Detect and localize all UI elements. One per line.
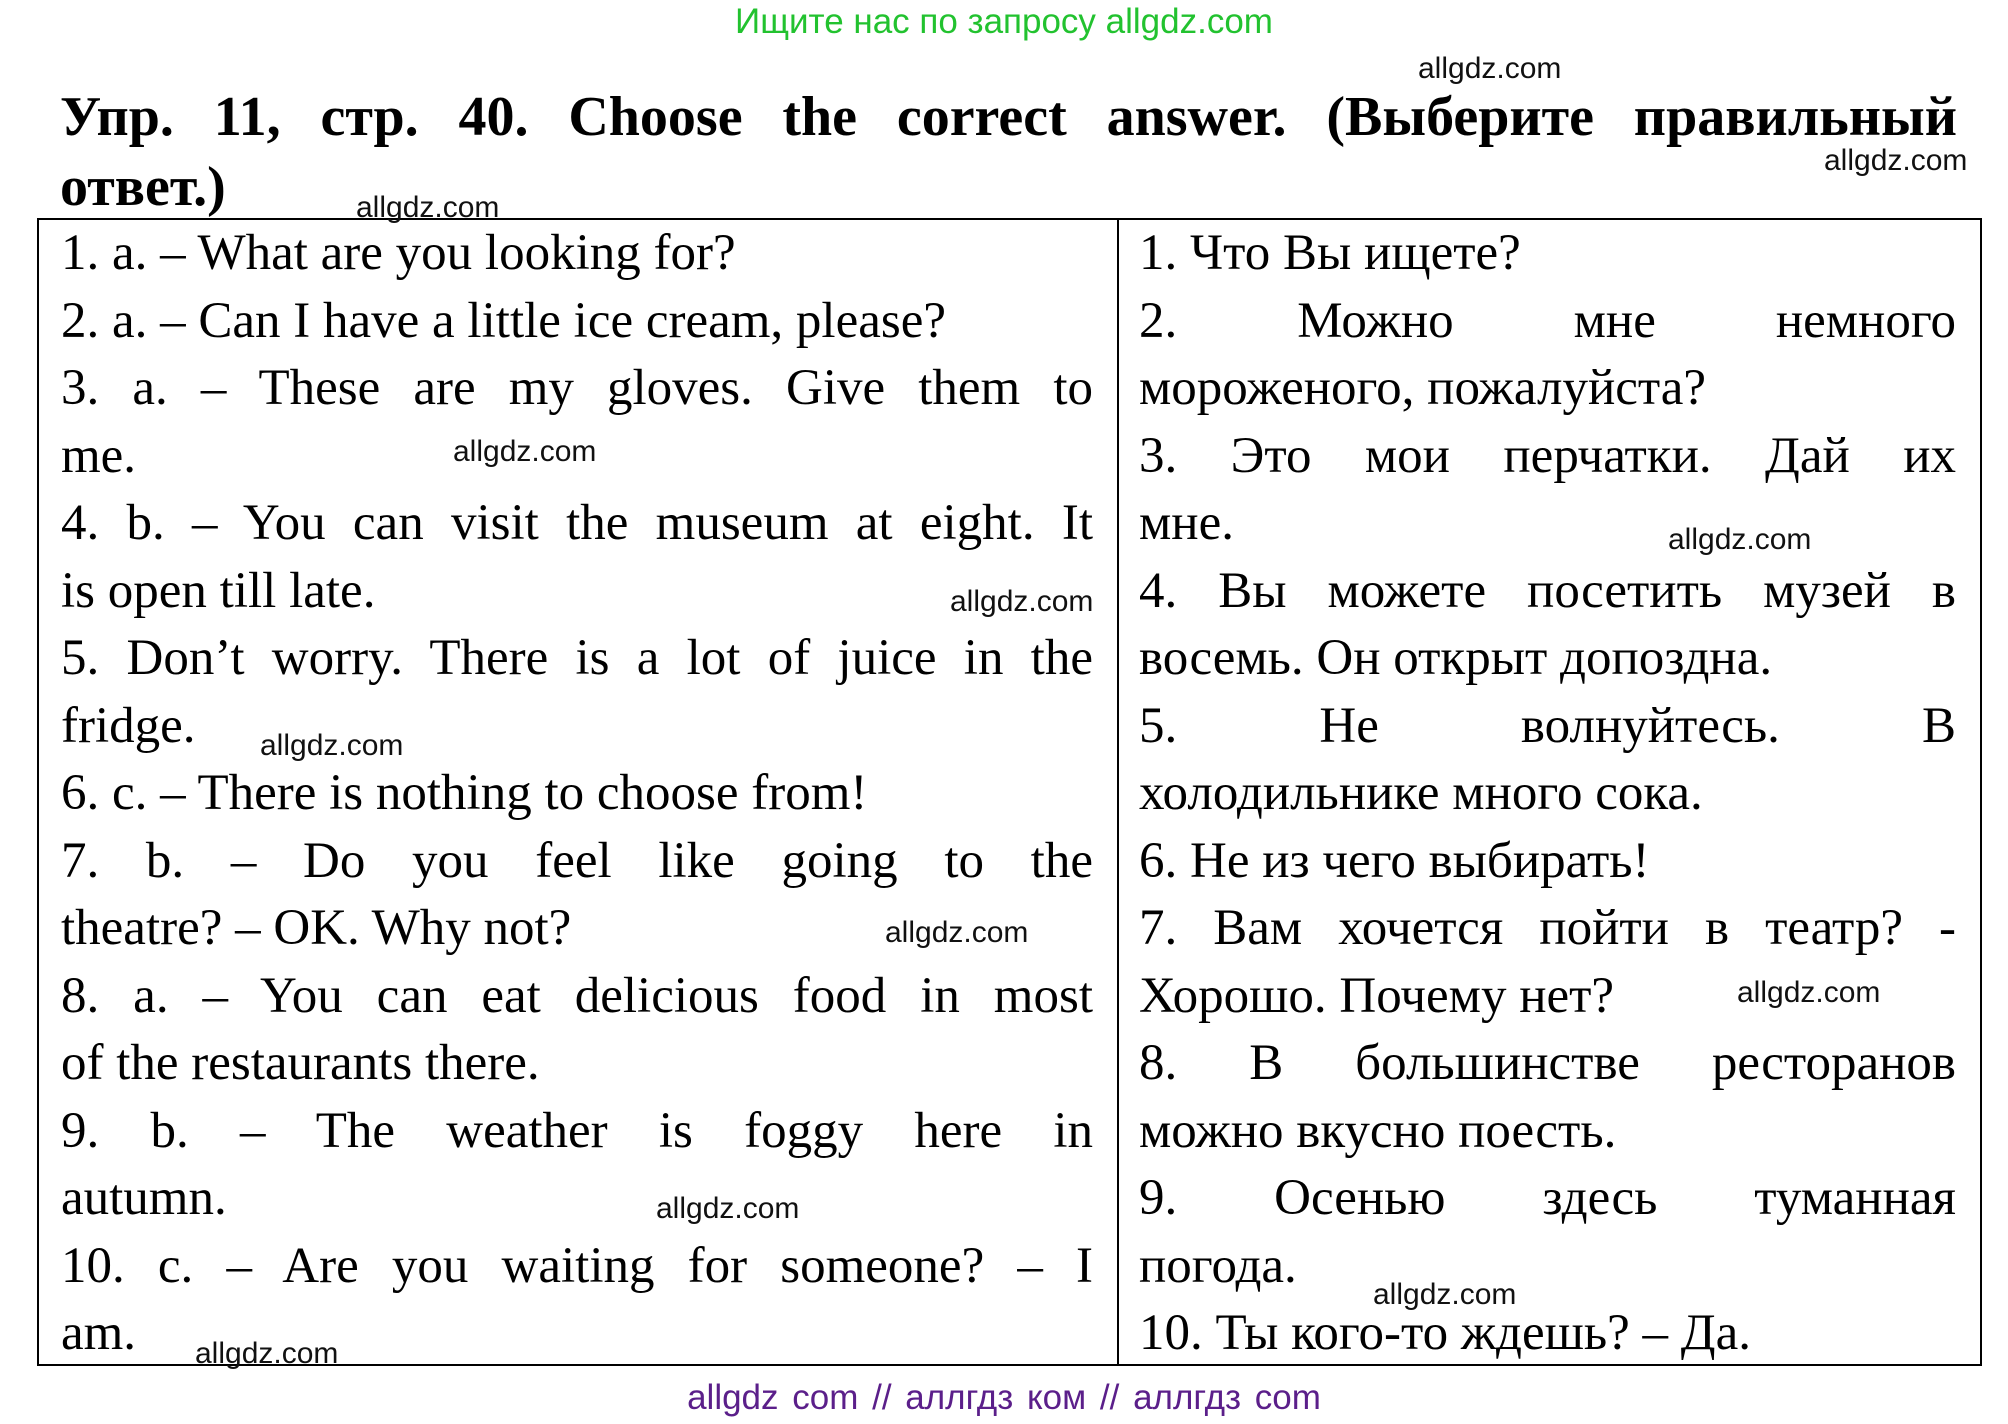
russian-line: Хорошо. Почему нет? [1139, 967, 1615, 1024]
russian-line: 2. Можно мне немного [1139, 292, 1956, 349]
russian-line: 10. Ты кого-то ждешь? – Да. [1139, 1305, 1751, 1361]
english-line: 6. c. – There is nothing to choose from! [61, 765, 868, 821]
english-line: 3. a. – These are my gloves. Give them to [61, 360, 1093, 416]
russian-line: 6. Не из чего выбирать! [1139, 832, 1650, 889]
watermark: allgdz.com [1824, 144, 1968, 177]
top-banner: Ищите нас по запросу allgdz.com [735, 2, 1273, 41]
english-line: am. [61, 1305, 137, 1361]
english-line: me. [61, 427, 137, 484]
russian-line: 5. Не волнуйтесь. В [1139, 697, 1956, 754]
watermark: allgdz.com [885, 916, 1029, 949]
russian-line: погода. [1139, 1237, 1297, 1294]
russian-line: 4. Вы можете посетить музей в [1139, 562, 1956, 619]
russian-line: 7. Вам хочется пойти в театр? - [1139, 900, 1956, 956]
watermark: allgdz.com [656, 1192, 800, 1225]
watermark: allgdz.com [356, 191, 500, 224]
russian-line: холодильнике много сока. [1139, 765, 1703, 821]
english-line: 1. a. – What are you looking for? [61, 225, 736, 281]
exercise-title: Упр. 11, стр. 40. Choose the correct answer. (Выберите правильный ответ.) [60, 86, 1957, 218]
column-divider [1117, 220, 1119, 1364]
russian-line: 8. В большинстве ресторанов [1139, 1035, 1956, 1091]
english-line: 7. b. – Do you feel like going to the [61, 832, 1093, 889]
russian-line: мороженого, пожалуйста? [1139, 360, 1707, 416]
russian-line: можно вкусно поесть. [1139, 1102, 1617, 1159]
russian-translation-column [1139, 220, 1956, 1368]
russian-line: мне. [1139, 495, 1234, 551]
russian-line: 1. Что Вы ищете? [1139, 225, 1521, 281]
watermark: allgdz.com [1373, 1278, 1517, 1311]
watermark: allgdz.com [453, 435, 597, 468]
watermark: allgdz.com [1737, 976, 1881, 1009]
english-line: 2. a. – Can I have a little ice cream, please? [61, 292, 946, 349]
watermark: allgdz.com [1668, 523, 1812, 556]
english-line: 10. c. – Are you waiting for someone? – I [61, 1237, 1093, 1294]
russian-line: 9. Осенью здесь туманная [1139, 1170, 1956, 1226]
english-line: 8. a. – You can eat delicious food in most [61, 967, 1093, 1024]
russian-line: 3. Это мои перчатки. Дай их [1139, 427, 1956, 484]
footer-watermark: allgdz com // аллгдз ком // аллгдз com [687, 1378, 1321, 1417]
english-line: of the restaurants there. [61, 1035, 540, 1091]
russian-line: восемь. Он открыт допоздна. [1139, 630, 1773, 686]
english-line: theatre? – OK. Why not? [61, 900, 572, 956]
english-answers-column [61, 220, 1093, 1368]
english-line: 9. b. – The weather is foggy here in [61, 1102, 1093, 1159]
watermark: allgdz.com [260, 729, 404, 762]
answer-table [37, 218, 1982, 1366]
watermark: allgdz.com [195, 1337, 339, 1370]
english-line: 4. b. – You can visit the museum at eight. It [61, 495, 1093, 551]
english-line: is open till late. [61, 562, 376, 619]
english-line: autumn. [61, 1170, 227, 1226]
watermark: allgdz.com [1418, 52, 1562, 85]
watermark: allgdz.com [950, 585, 1094, 618]
english-line: fridge. [61, 697, 196, 754]
english-line: 5. Don’t worry. There is a lot of juice in the [61, 630, 1093, 686]
